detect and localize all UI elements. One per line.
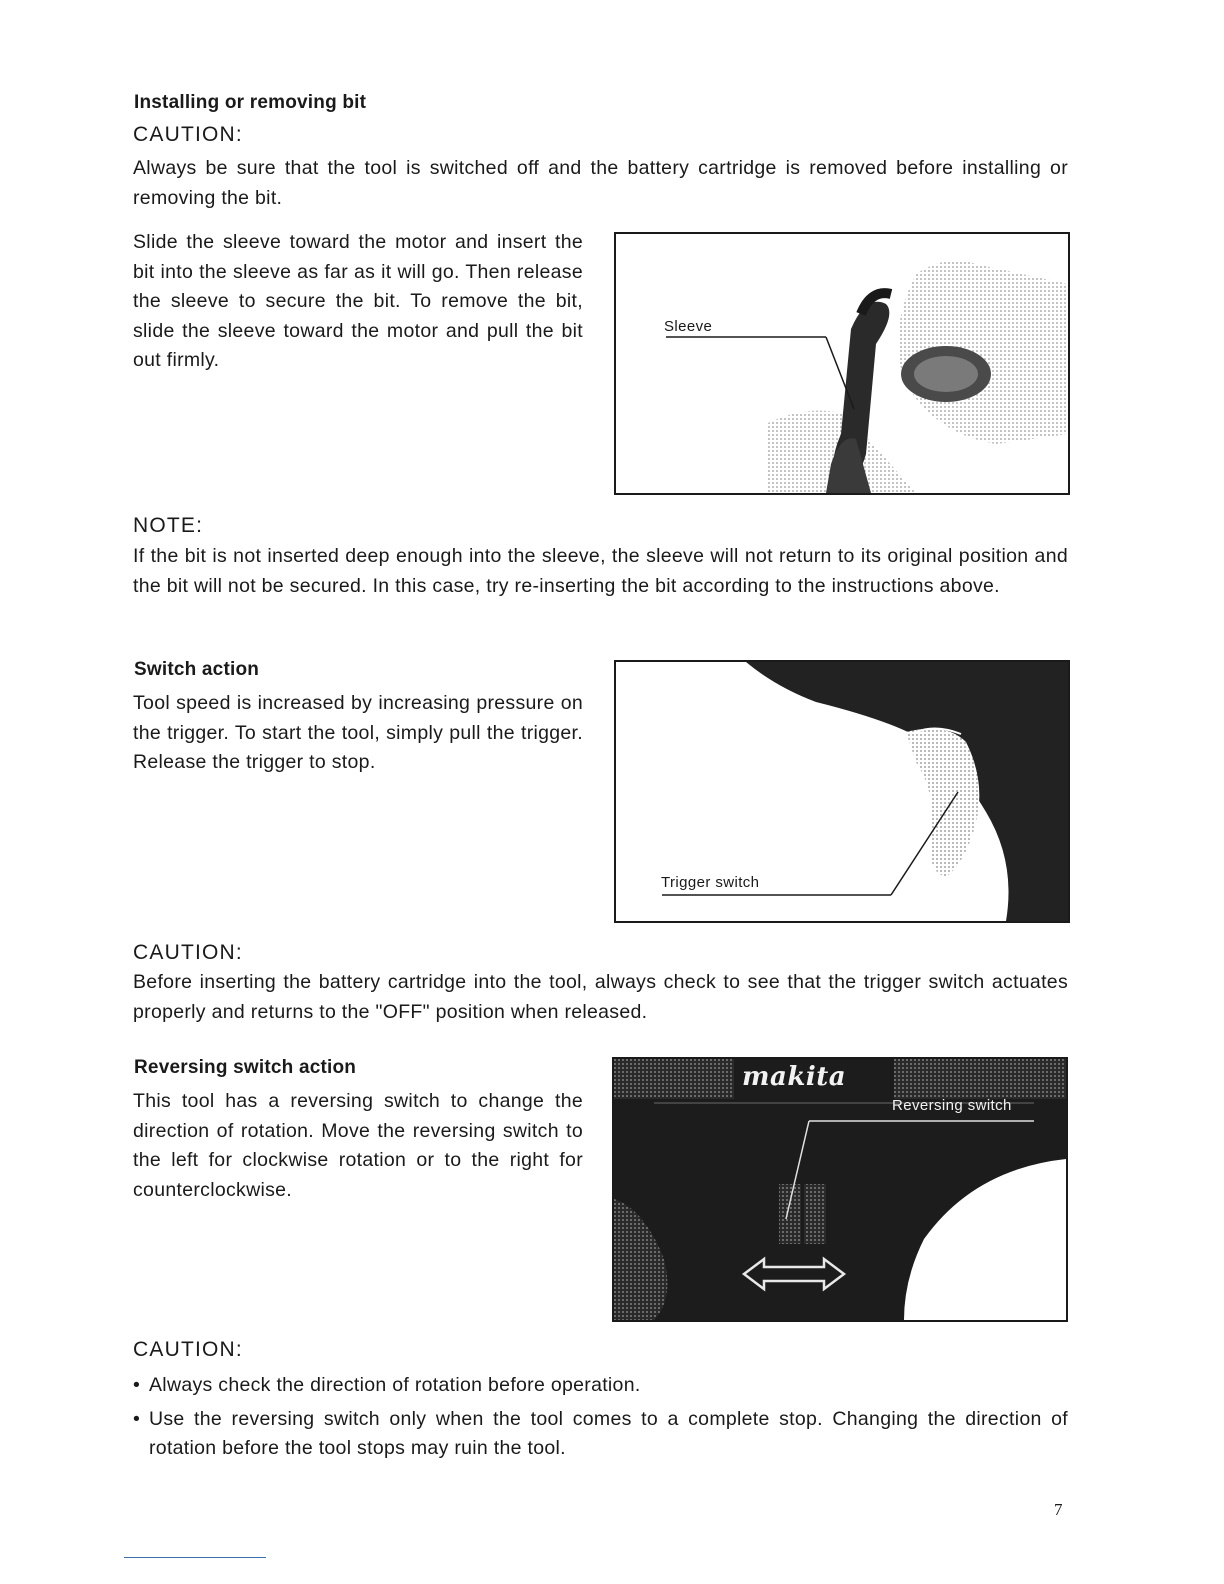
section-heading-installing-bit: Installing or removing bit: [134, 92, 367, 113]
trigger-switch-figure: [614, 660, 1070, 923]
caution-text: Always be sure that the tool is switched off and the battery cartridge is removed before installing or removing the bit.: [133, 157, 1068, 209]
hand-with-sleeve-illustration: [616, 234, 1068, 493]
caution-label-2: CAUTION:: [133, 941, 243, 964]
note-label: NOTE:: [133, 514, 204, 537]
switch-action-text: Tool speed is increased by increasing pressure on the trigger. To start the tool, simply pull the trigger. Release the trigger to stop.: [133, 692, 583, 773]
sleeve-figure: [614, 232, 1070, 495]
caution-text-2: Before inserting the battery cartridge into the tool, always check to see that the trigger switch actuates properly and returns to the "OFF" position when released.: [133, 971, 1068, 1023]
caution-bullet-2: • Use the reversing switch only when the tool comes to a complete stop. Changing the direction of rotation before the tool stops may ruin the tool.: [133, 1405, 1068, 1464]
caution-label-3: CAUTION:: [133, 1338, 243, 1361]
makita-logo: makita: [742, 1062, 847, 1092]
installing-instructions: Slide the sleeve toward the motor and insert the bit into the sleeve as far as it will go. Then release the sleeve to secure the bit. To remove the bit, slide the sleeve toward the motor and pull the bit out firmly.: [133, 231, 583, 371]
footer-rule: [124, 1557, 266, 1558]
reversing-switch-text: This tool has a reversing switch to change the direction of rotation. Move the reversing switch to the left for clockwise rotation or to the right for counterclockwise.: [133, 1090, 583, 1201]
note-text: If the bit is not inserted deep enough into the sleeve, the sleeve will not return to its original position and the bit will not be secured. In this case, try re-inserting the bit according to the instructions above.: [133, 545, 1068, 597]
caution-bullet-1: • Always check the direction of rotation before operation.: [133, 1371, 1068, 1401]
reversing-switch-figure: [612, 1057, 1068, 1322]
reversing-switch-label: Reversing switch: [892, 1097, 1012, 1114]
sleeve-label: Sleeve: [664, 318, 713, 335]
page-number: 7: [1054, 1500, 1063, 1519]
trigger-switch-label: Trigger switch: [661, 874, 760, 891]
section-heading-reversing-switch: Reversing switch action: [134, 1057, 357, 1078]
caution-label: CAUTION:: [133, 123, 243, 146]
caution-bullet-list: [133, 1371, 1068, 1468]
section-heading-switch-action: Switch action: [134, 659, 260, 680]
